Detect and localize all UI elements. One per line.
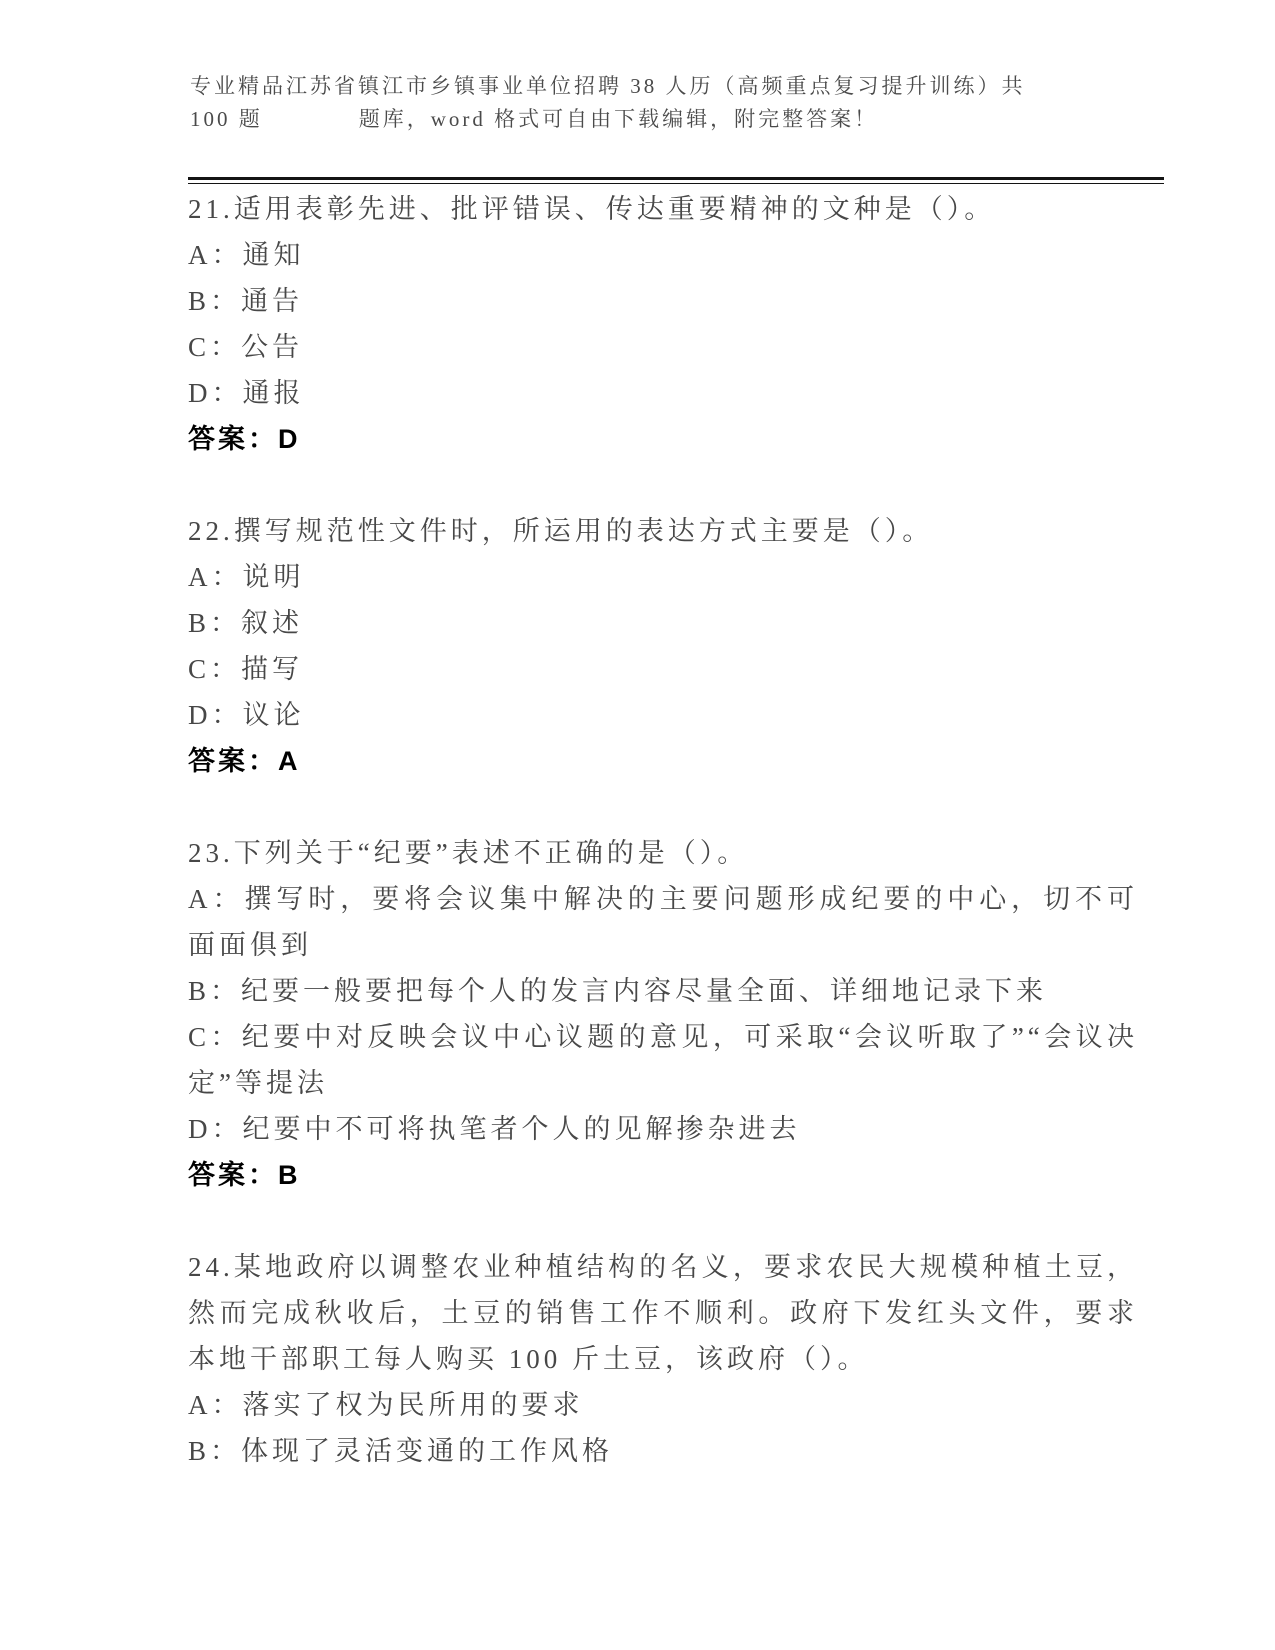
question-block <box>188 186 1138 462</box>
question-answer: 答案：A <box>188 746 301 776</box>
question-title: 24.某地政府以调整农业种植结构的名义，要求农民大规模种植土豆，然而完成秋收后，土豆的销售工作不顺利。政府下发红头文件，要求本地干部职工每人购买 100 斤土豆，该政府（）。 <box>188 1252 1138 1374</box>
question-option: A：落实了权为民所用的要求 <box>188 1390 584 1420</box>
question-option: A：撰写时，要将会议集中解决的主要问题形成纪要的中心，切不可面面俱到 <box>188 884 1138 960</box>
question-option: A：说明 <box>188 562 305 592</box>
header-title-line-2: 100 题 题库，word 格式可自由下载编辑，附完整答案！ <box>190 107 879 131</box>
question-option: B：叙述 <box>188 608 304 638</box>
question-title: 21.适用表彰先进、批评错误、传达重要精神的文种是（）。 <box>188 194 996 224</box>
question-answer: 答案：D <box>188 424 301 454</box>
question-option: B：体现了灵活变通的工作风格 <box>188 1436 614 1466</box>
question-answer: 答案：B <box>188 1160 301 1190</box>
header-title-line-1: 专业精品江苏省镇江市乡镇事业单位招聘 38 人历（高频重点复习提升训练）共 <box>190 74 1026 98</box>
question-option: B：纪要一般要把每个人的发言内容尽量全面、详细地记录下来 <box>188 976 1048 1006</box>
question-block <box>188 1244 1138 1474</box>
question-option: D：纪要中不可将执笔者个人的见解掺杂进去 <box>188 1114 801 1144</box>
question-block <box>188 830 1138 1198</box>
question-title: 23.下列关于“纪要”表述不正确的是（）。 <box>188 838 749 868</box>
questions-list <box>0 184 1138 1474</box>
header-divider-rule <box>188 177 1164 184</box>
question-option: C：公告 <box>188 332 304 362</box>
question-option: A：通知 <box>188 240 305 270</box>
page-header <box>0 0 1275 136</box>
question-block <box>188 508 1138 784</box>
question-option: C：纪要中对反映会议中心议题的意见，可采取“会议听取了”“会议决定”等提法 <box>188 1022 1138 1098</box>
question-option: B：通告 <box>188 286 304 316</box>
question-option: D：议论 <box>188 700 305 730</box>
question-option: C：描写 <box>188 654 304 684</box>
question-option: D：通报 <box>188 378 305 408</box>
question-title: 22.撰写规范性文件时，所运用的表达方式主要是（）。 <box>188 516 934 546</box>
